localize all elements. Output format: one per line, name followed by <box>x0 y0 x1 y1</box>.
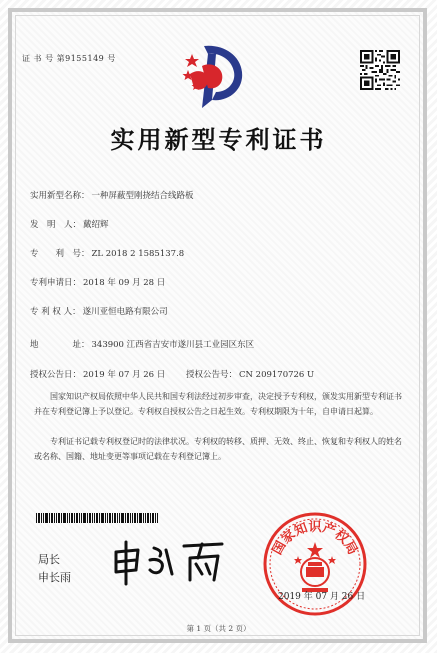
legal-status-statement: 专利证书记载专利权登记时的法律状况。专利权的转移、质押、无效、终止、恢复和专利权人的姓名或名称、国籍、地址变更等事项记载在专利登记簿上。 <box>34 437 402 461</box>
inventor-label: 发 明 人： <box>30 220 82 230</box>
inventor-row <box>30 218 109 230</box>
svg-text:国家知识产权局: 国家知识产权局 <box>269 520 361 558</box>
address-label: 地 址： <box>30 340 90 350</box>
grant-date-label: 授权公告日： <box>30 370 82 380</box>
page-number: 第 1 页（共 2 页） <box>186 624 251 633</box>
grant-date-row <box>30 368 314 380</box>
patentee-label: 专 利 权 人： <box>30 307 81 317</box>
barcode-icon <box>36 513 158 523</box>
utility-model-name-value: 一种屏蔽型刚挠结合线路板 <box>91 191 194 201</box>
publication-number-value: CN 209170726 U <box>239 370 315 380</box>
certificate-title: 实用新型专利证书 <box>110 125 327 154</box>
patentee-row <box>30 305 168 317</box>
patentee-value: 遂川亚恒电路有限公司 <box>82 307 168 317</box>
qr-code-icon <box>360 50 400 90</box>
director-name: 申长雨 <box>38 571 71 584</box>
application-date-row <box>30 276 165 288</box>
director-title: 局长 <box>38 553 60 566</box>
grant-statement: 国家知识产权局依照中华人民共和国专利法经过初步审查，决定授予专利权，颁发实用新型专利证书并在专利登记簿上予以登记。专利权自授权公告之日起生效。专利权期限为十年，自申请日起算。 <box>34 392 402 416</box>
utility-model-name-row <box>30 189 194 201</box>
publication-number-label: 授权公告号： <box>186 370 238 380</box>
address-value: 343900 江西省吉安市遂川县工业园区东区 <box>91 340 255 350</box>
address-row <box>30 338 254 350</box>
certificate-number: 证 书 号 第9155149 号 <box>22 54 116 63</box>
application-date-label: 专利申请日： <box>30 278 82 288</box>
grant-date-value: 2019 年 07 月 26 日 <box>83 370 166 380</box>
director-signature <box>110 538 230 586</box>
application-date-value: 2018 年 09 月 28 日 <box>83 278 166 288</box>
patent-number-value: ZL 2018 2 1585137.8 <box>91 249 185 259</box>
inventor-value: 戴绍辉 <box>83 220 109 230</box>
seal-date: 2019 年 07 月 26 日 <box>278 592 366 602</box>
utility-model-name-label: 实用新型名称： <box>30 191 90 201</box>
cnipa-logo-icon <box>182 40 250 112</box>
patent-number-label: 专 利 号： <box>30 249 90 259</box>
patent-number-row <box>30 247 184 259</box>
